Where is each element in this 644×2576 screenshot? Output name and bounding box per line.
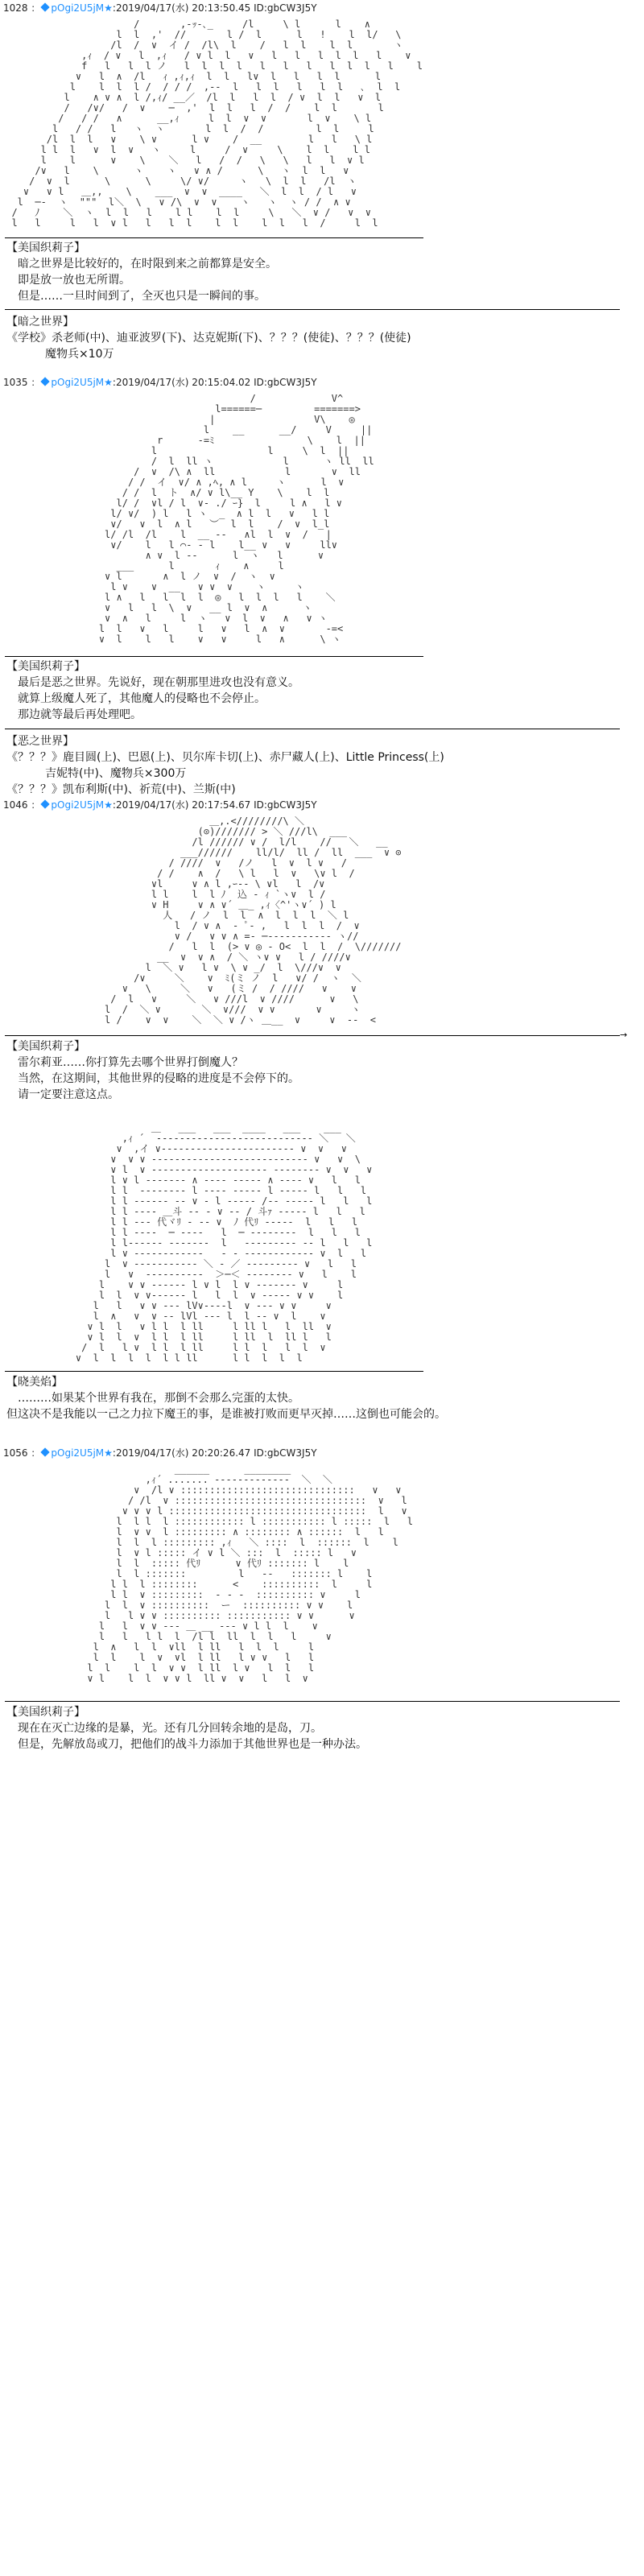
divider-arrow: → xyxy=(620,1030,628,1040)
dialogue-line: 最后是恶之世界。先说好，现在朝那里进攻也没有意义。 xyxy=(18,676,299,689)
star-icon: ★ xyxy=(104,799,113,811)
divider xyxy=(5,237,423,238)
divider xyxy=(5,309,620,310)
section-title: 【恶之世界】 xyxy=(6,735,74,748)
dialogue-line: 但是……一旦时间到了，全灭也只是一瞬间的事。 xyxy=(18,290,266,303)
section-title: 【暗之世界】 xyxy=(6,316,74,328)
section-line: 《学校》杀老师(中)、迪亚波罗(下)、达克妮斯(下)、？？？(使徒)、？？？(使徒) xyxy=(6,332,411,345)
tripcode[interactable]: pOgi2U5jM xyxy=(51,1447,105,1459)
post-header: 1035 ： pOgi2U5jM★:2019/04/17(水) 20:15:04.02 ID:gbCW3J5Y xyxy=(3,377,317,388)
ascii-art xyxy=(0,394,644,648)
star-icon: ★ xyxy=(104,2,113,14)
dialogue-line: ………如果某个世界有我在，那倒不会那么完蛋的太快。 xyxy=(18,1392,299,1405)
speaker-name: 【美国织莉子】 xyxy=(6,660,85,673)
post-meta: :2019/04/17(水) 20:20:26.47 ID:gbCW3J5Y xyxy=(112,1447,317,1459)
star-icon: ★ xyxy=(104,377,113,388)
ascii-art-text: ＿ ___ ___ ____ ___ ___ ,ｨ ´ ‐‐‐‐‐‐‐‐‐‐‐‐‐‐‐‐‐‐‐‐‐‐‐‐‐‐‐ ＼ ＼ ∨ ,イ ∨‐‐‐‐‐‐‐‐‐‐‐‐‐‐‐‐‐‐‐‐‐‐‐ ∨ ∨ ∨ ∨ ∨ ∨ ‐‐‐‐‐‐‐‐‐‐‐‐‐‐‐‐‐‐‐‐‐‐‐‐‐‐‐ ∨ ∨ \ ∨ l ∨ ‐‐‐‐‐‐‐‐‐‐‐‐‐‐‐‐‐‐‐‐ ‐‐‐‐‐‐‐‐ ∨ ∨ ∨ l ∨ l ‐‐‐‐‐‐‐ ∧ ‐‐‐‐ ‐‐‐‐‐ ∧ ‐‐‐‐ ∨ l l l l ‐‐‐‐‐‐‐‐ l ‐‐‐‐ ‐‐‐‐‐ l ‐‐‐‐‐ l l l l l ‐‐‐‐‐‐ ‐‐ ∨ ‐ l ‐‐‐‐‐ /‐‐ ‐‐‐‐‐ l l l l l ‐‐‐‐ ＿斗 ‐‐ ‐ ∨ ‐‐ / 斗ｧ ‐‐‐‐‐ l l l l l ‐‐‐ 代ヾﾘ ‐ ‐‐ ∨ ﾉ 代ﾘ ‐‐‐‐‐ l l l l l ‐‐‐‐ ─ ‐‐‐‐ l ─ ‐‐‐‐‐‐‐‐ l l l l l‐‐‐‐‐‐ ‐‐‐‐‐‐‐ l ‐‐‐‐‐‐‐‐‐ ‐‐ l l l l ∨ ‐‐‐‐‐‐‐‐‐‐‐‐ ‐ ‐ ‐‐‐‐‐‐‐‐‐‐‐‐ ∨ l l l ∨ ‐‐‐‐‐‐‐‐‐‐‐ ＼ ‐ ／ ‐‐‐‐‐‐‐‐‐ ∨ l l l ∨ ‐‐‐‐‐‐‐‐‐‐ ＞─＜ ‐‐‐‐‐‐‐‐ ∨ l l l ∨ ∨ ‐‐‐‐‐‐ l ∨ l l ∨ ‐‐‐‐‐‐‐ ∨ l l l ∨ ∨‐‐‐‐‐‐ l l l ∨ ‐‐‐‐‐ ∨ ∨ l l l ∨ ∨ ‐‐‐ lV∨‐‐‐‐l ∨ ‐‐‐ ∨ ∨ ∨ l ∧ ∨ ∨ ‐‐ lVl ‐‐‐ l l ‐‐ ∨ l ∨ ∨ l l ∨ l l l ll l ll l l ll ∨ ∨ l l ∨ l l l ll l ll l ll l l / l l ∨ l l l ll l l l l l ∨ ∨ l l l l l l ll l l l l l xyxy=(75,1123,373,1364)
dialogue-line: 但这决不是我能以一己之力拉下魔王的事，是谁被打败而更早灭掉……这倒也可能会的。 xyxy=(6,1408,446,1421)
dialogue-block xyxy=(6,1038,626,1103)
ascii-art-text: ______ ________ ,ｨ´ ....... ‐‐‐‐‐‐‐‐‐‐‐‐‐ ＼ ＼ ∨ /l ∨ :::::::::::::::::::::::::::::: ∨ ∨ / /l ∨ ::::::::::::::::::::::::::::::::: ∨ l ∨ ∨ ∨ l :::::::::::::::::::::::::::::::::: l ∨ l l l l :::::::::::: l ::::::::::: l ::::: l l l ∨ ∨ l ::::::::: ∧ :::::::: ∧ :::::: l l l l l ::::::::: ,ｨ ＼ :::: l :::::: l l l ∨ l ::::: イ ∨ l ＼ ::: l ::::: l ∨ l l ::::: 代ﾘ ∨ 代ﾘ ::::::: l l l l ::::::: l ‐‐ ::::::: l l l l l :::::::: < :::::::::: l l l l ∨ ::::::::: ‐ ‐ ‐ :::::::::: ∨ l l l ∨ :::::::::: ー :::::::::: ∨ ∨ l l l ∨ ∨ :::::::::: ::::::::::: ∨ ∨ ∨ l l ∨ ∨ ‐‐‐ ＿ __ ‐‐‐ ∨ l l l ∨ l l l l l /l l ll l l l ∨ l ∧ l l ∨ll l ll l l l l l l l ∨ ∨l l ll l ∨ ∨ l l l l l l ∨ ∨ l ll l ∨ l l l ∨ l l l ∨ ∨ l ll ∨ ∨ l l ∨ xyxy=(87,1464,413,1684)
dialogue-line: 但是，先解放岛或刀，把他们的战斗力添加于其他世界也是一种办法。 xyxy=(18,1738,367,1751)
ascii-art-text: / V^ l======─ =======> | V\ ◎ l __ __/ V || r ‐=ﾐ \ l || l l \ l || / l ll ヽ l ヽ ll ll / ∨ /\ ∧ ll l ∨ ll / / イ ∨/ ∧ ,ﾍ, ∧ l ヽ l ∨ / / l ト ∧/ ∨ l\__ Y \ l l l/ / ∨l / l ∨‐ ./ ｰ} l l ∧ l ∨ l/ ∨/ ) l l ヽ _ ∧ l l ∨ l l ∨/ ∨ l ∧ l ︶ l l / ∨ l_l l/ /l /l l __ -‐ ∧l l ∨ / | ∨/ l l ⌒‐ ‐ l l__ ∨ ∨ ll∨ ∧ ∨ l ‐‐ l ヽ l ∨ ___ l ｨ ∧ l ∨ l ∧ l ノ ∨ / ヽ ∨ l ∨ ∨ __ ∨ ∨ ∨ ヽ ヽ l ∧ l l l l ◎ l l l l ＼ ∨ l l \ ∨ __ l ∨ ∧ ヽ ∨ ∧ l l ヽ ∨ l ∨ ∧ ∨ ヽ l l ∨ l l ∨ l ∧ ∨ ‐=< ∨ l l l ∨ ∨ l ∧ \ ヽ xyxy=(98,394,374,645)
diamond-icon xyxy=(41,2,50,11)
dialogue-line: 当然，在这期间，其他世界的侵略的进度是不会停下的。 xyxy=(18,1072,299,1085)
dialogue-block xyxy=(6,1374,626,1422)
tripcode[interactable]: pOgi2U5jM xyxy=(51,799,105,811)
tripcode[interactable]: pOgi2U5jM xyxy=(51,377,105,388)
dialogue-line: 现在在灭亡边缘的是暴，光。还有几分回转余地的是岛，刀。 xyxy=(18,1722,322,1735)
section-block xyxy=(6,733,626,798)
divider xyxy=(5,1035,620,1036)
dialogue-block xyxy=(6,240,626,304)
dialogue-line: 即是放一放也无所谓。 xyxy=(18,274,130,287)
speaker-name: 【晓美焰】 xyxy=(6,1376,63,1389)
section-block xyxy=(6,314,626,362)
speaker-name: 【美国织莉子】 xyxy=(6,242,85,254)
speaker-name: 【美国织莉子】 xyxy=(6,1040,85,1053)
diamond-icon xyxy=(41,799,50,808)
ascii-art xyxy=(0,1464,644,1688)
post-meta: :2019/04/17(水) 20:15:04.02 ID:gbCW3J5Y xyxy=(112,377,317,388)
section-line: 《？？？》凯布利斯(中)、祈荒(中)、兰斯(中) xyxy=(6,783,236,796)
ascii-art xyxy=(0,816,644,1030)
post-number[interactable]: 1035 xyxy=(3,377,28,388)
speaker-name: 【美国织莉子】 xyxy=(6,1706,85,1719)
tripcode[interactable]: pOgi2U5jM xyxy=(51,2,105,14)
post-meta: :2019/04/17(水) 20:13:50.45 ID:gbCW3J5Y xyxy=(112,2,317,14)
section-line: 吉妮特(中)、魔物兵×300万 xyxy=(45,767,187,780)
section-line: 《？？？》鹿目圆(上)、巴恩(上)、贝尔库卡切(上)、赤尸藏人(上)、Little Princess(上) xyxy=(6,751,444,764)
diamond-icon xyxy=(41,1447,50,1456)
star-icon: ★ xyxy=(104,1447,113,1459)
divider xyxy=(5,656,423,657)
dialogue-line: 请一定要注意这点。 xyxy=(18,1088,119,1101)
divider xyxy=(5,1701,620,1702)
divider xyxy=(5,1371,423,1372)
post-header: 1046 ： pOgi2U5jM★:2019/04/17(水) 20:17:54.67 ID:gbCW3J5Y xyxy=(3,799,317,811)
section-line: 魔物兵×10万 xyxy=(45,348,114,361)
dialogue-block xyxy=(6,1704,626,1752)
ascii-art xyxy=(0,1123,644,1368)
dialogue-block xyxy=(6,658,626,723)
post-header: 1028 ： pOgi2U5jM★:2019/04/17(水) 20:13:50.45 ID:gbCW3J5Y xyxy=(3,2,317,14)
dialogue-line: 那边就等最后再处理吧。 xyxy=(18,708,142,721)
dialogue-line: 雷尔莉亚……你打算先去哪个世界打倒魔人？ xyxy=(18,1056,243,1069)
diamond-icon xyxy=(41,377,50,386)
ascii-art-text: / ,-ｯ‐､_ /l \ l l ∧ l l ,' // l / l l ! l l/ \ /l / ∨ イ / /l\ l / l l l l ヽ ,ｨ / ∨ l ,ｨ / ∨ l l ∨ l l l l l l ∨ f l l l ノ l l l l l l l l l l l l ∨ l ∧ /l ｨ ,ｨ,ｨ l l l∨ l l l l l l l l l / / / / ,-‐ l l l l l l ､ l l l ∧ ∨ ∧ l /,ｨ/ __／ /l l l l / ∨ l l ∨ l / /∨/ / ∨ ─ ,' l l l / / l l l / / / ∧ __,ｨ l l ∨ ∨ l ∨ \ l l / / l ヽ ヽ l l / / l l l /l l l ∨ \ ∨ l ∨ / __ l l \ l l l l ∨ l ∨ ヽ l / ∨ \ l l l l l l ∨ \ ＼ l / / \ \ l l ∨ l /∨ l \ ヽ ヽ ∨ ∧ / \ ヽ l l ∨ / ∨ l \ \ \/ ∨/ ヽ \ l l /l ヽ ∨ ∨ l ＿,, \ ___ ∨ ∨ ____ ＼ l l / l ∨ l ─‐ ヽ """ l＼ \ ∨ /\ ∨ ∨ ヽ ヽ ヽ / / ∧ ∨ / ﾉ ＼ ヽ l l l l l l l \ ＼ ∨ / ∨ ∨ l l l l ∨ l l l l l l l l l / l l xyxy=(11,19,423,229)
ascii-art-text: ＿,.<////////\ ＼ (⊙)/////// > ＼ ///l\ ___ /l ////// ∨ / l/l // ＼ __ ___////// ll/l/ ll / ll ___ ∨ ⊙ / //// ∨ /ノ l ∨ l ∨ / / / ∧ / \ l l ∨ \∨ l / ∨l ∨ ∧ l ,ｰ-‐ \ ∨l l /∨ l l l l ﾉ 込 ‐ ｨ `ヽ∨ l / ∨ H ∨ ∧ ∨´ ＿_ ,ｨ〈^'ヽ∨´ ) l 人 / ノ l l ∧ l l l ＼ l l / ∨ ∧ ‐ ﾟ‐ , l l l / ∨ ∨ / ∨ ∨ ∧ =‐ ─‐‐‐‐‐‐‐‐‐‐‐ ヽ// / l l (> ∨ ◎ ‐ O< l l / \/////// __ ∨ ∨ ∧ / ＼ ヽ∨ ∨ l / ////∨ l ＼ ∨ l ∨ \ ∨ _/ l \///∨ ∨ /∨ ＼ ∨ ﾐ(ミ ノ l ∨/ / ヽ ＼ ∨ \ ＼ ∨ (ミ / / //// ∨ ∨ / l ∨ ＼ ∨ ///l ∨ //// ∨ \ l / ＼ ∨ ＼ ∨/// ∨ ∨ ∨ ヽ l / ∨ ∨ ＼ ＼ ∨ /ヽ ＿__ ∨ ∨ ‐‐ < xyxy=(105,816,402,1026)
post-number[interactable]: 1046 xyxy=(3,799,28,811)
post-meta: :2019/04/17(水) 20:17:54.67 ID:gbCW3J5Y xyxy=(112,799,317,811)
post-number[interactable]: 1028 xyxy=(3,2,28,14)
post-number[interactable]: 1056 xyxy=(3,1447,28,1459)
dialogue-line: 就算上级魔人死了，其他魔人的侵略也不会停止。 xyxy=(18,692,266,705)
post-header: 1056 ： pOgi2U5jM★:2019/04/17(水) 20:20:26.47 ID:gbCW3J5Y xyxy=(3,1447,317,1459)
ascii-art xyxy=(0,19,644,233)
dialogue-line: 暗之世界是比较好的，在时限到来之前都算是安全。 xyxy=(18,258,277,270)
